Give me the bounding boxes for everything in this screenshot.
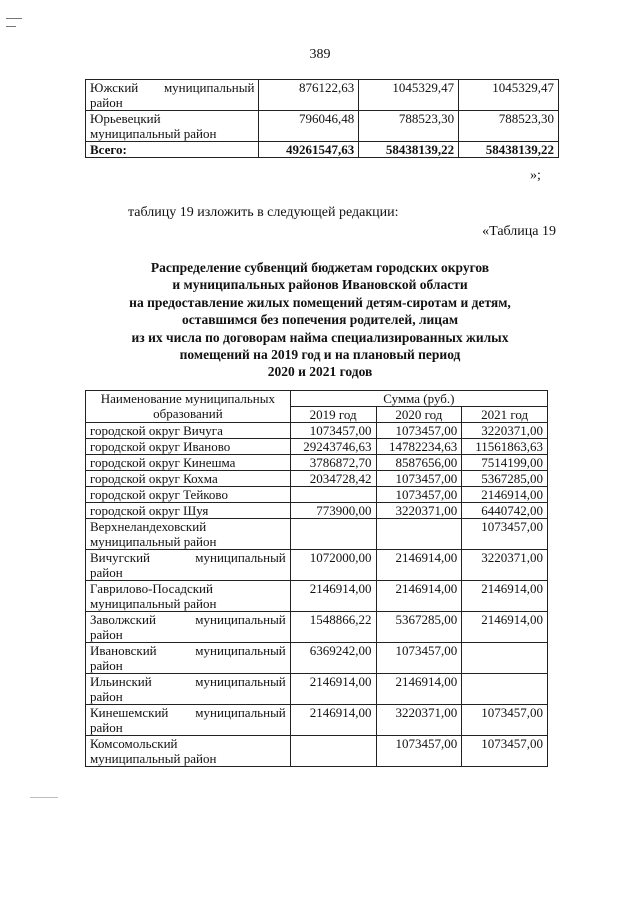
cell-v2019: 6369242,00 [290,643,376,674]
row-name-line: Вичугский муниципальный [90,550,286,565]
cell-v2020: 2146914,00 [376,550,462,581]
cell-v2019: 876122,63 [259,80,359,111]
cell-v2019: 1073457,00 [290,423,376,439]
row-name [86,612,291,643]
cell-v2020: 1073457,00 [376,736,462,767]
cell-v2020: 5367285,00 [376,612,462,643]
cell-v2021: 11561863,63 [462,439,548,455]
cell-v2019: 29243746,63 [290,439,376,455]
row-name [86,111,259,142]
table-row [86,674,548,705]
header-sum: Сумма (руб.) [290,391,547,407]
table-row [86,111,559,142]
cell-v2020: 1073457,00 [376,487,462,503]
cell-v2020: 8587656,00 [376,455,462,471]
row-name-line: муниципальный район [90,534,217,549]
cell-v2021: 788523,30 [459,111,559,142]
row-name [86,423,291,439]
table-title [90,259,550,381]
title-line: из их числа по договорам найма специализированных жилых [131,329,509,345]
cell-v2020: 788523,30 [359,111,459,142]
row-name-line: Кинешемский муниципальный [90,705,286,720]
title-line: и муниципальных районов Ивановской области [172,277,468,293]
cell-v2019 [290,736,376,767]
cell-v2019: 796046,48 [259,111,359,142]
cell-v2020: 1073457,00 [376,423,462,439]
cell-v2020 [376,519,462,550]
row-name-line: муниципальный район [90,596,217,611]
row-name-line: район [90,689,123,704]
continued-table-body [86,80,559,158]
table-row [86,581,548,612]
row-name [86,519,291,550]
cell-v2019: 3786872,70 [290,455,376,471]
header-year-2020: 2020 год [376,407,462,423]
cell-v2021: 3220371,00 [462,423,548,439]
header-year-2019: 2019 год [290,407,376,423]
cell-v2019: 2146914,00 [290,674,376,705]
table-row [86,643,548,674]
row-name-line: Гаврилово-Посадский [90,581,213,596]
cell-v2020: 14782234,63 [376,439,462,455]
row-name-line: муниципальный район [90,751,217,766]
table-row [86,736,548,767]
row-name [86,674,291,705]
cell-v2021: 1073457,00 [462,736,548,767]
row-name [86,439,291,455]
table-row [86,705,548,736]
cell-v2021: 1073457,00 [462,519,548,550]
cell-v2019: 2146914,00 [290,705,376,736]
title-line: Распределение субвенций бюджетам городских округов [150,260,490,275]
row-name-line: Ивановский муниципальный [90,643,286,658]
cell-v2021: 2146914,00 [462,612,548,643]
row-name [86,487,291,503]
subvention-table-header [86,391,548,423]
margin-mark-bottom [30,797,58,798]
table-row [86,550,548,581]
header-name: Наименование муниципальных образований [86,391,291,423]
row-name [86,455,291,471]
row-name-line: район [90,658,123,673]
cell-v2021 [462,643,548,674]
title-line: помещений на 2019 год и на плановый период [179,347,461,363]
table-label: «Таблица 19 [482,224,556,239]
cell-v2019: 1548866,22 [290,612,376,643]
margin-mark-top [6,18,22,19]
margin-mark-top-2 [6,26,16,27]
instruction-text: таблицу 19 изложить в следующей редакции: [128,205,399,220]
cell-v2021: 1073457,00 [462,705,548,736]
row-name [86,643,291,674]
row-name-line: Юрьевецкий [90,111,161,126]
cell-v2020: 1073457,00 [376,643,462,674]
row-name-line: район [90,95,123,110]
row-name-line: городской округ Кинешма [90,455,236,470]
row-name-line: район [90,627,123,642]
table-row [86,519,548,550]
title-line: оставшимся без попечения родителей, лицам [181,312,459,328]
table-row [86,439,548,455]
closing-quote: »; [530,168,541,183]
row-name [86,503,291,519]
row-name-line: городской округ Вичуга [90,423,223,438]
total-v2019: 49261547,63 [259,142,359,158]
row-name-line: городской округ Тейково [90,487,228,502]
cell-v2019: 2146914,00 [290,581,376,612]
cell-v2020: 2146914,00 [376,581,462,612]
row-name-line: городской округ Иваново [90,439,231,454]
row-name [86,471,291,487]
table-row [86,80,559,111]
table-row [86,455,548,471]
row-name [86,80,259,111]
table-row [86,471,548,487]
row-name [86,736,291,767]
row-name-line: район [90,565,123,580]
row-name-line: городской округ Шуя [90,503,209,518]
cell-v2020: 3220371,00 [376,705,462,736]
continued-table [85,79,559,158]
cell-v2019 [290,519,376,550]
cell-v2020: 1045329,47 [359,80,459,111]
header-year-2021: 2021 год [462,407,548,423]
row-name [86,581,291,612]
table-row [86,487,548,503]
cell-v2021: 7514199,00 [462,455,548,471]
row-name-line: городской округ Кохма [90,471,218,486]
table-row [86,423,548,439]
cell-v2019: 2034728,42 [290,471,376,487]
cell-v2020: 3220371,00 [376,503,462,519]
row-name-line: район [90,720,123,735]
table-row [86,612,548,643]
subvention-table-body [86,423,548,767]
cell-v2020: 2146914,00 [376,674,462,705]
title-line: на предоставление жилых помещений детям-сиротам и детям, [129,294,511,310]
cell-v2021: 3220371,00 [462,550,548,581]
table-row [86,503,548,519]
cell-v2019: 773900,00 [290,503,376,519]
row-name-line: Верхнеландеховский [90,519,207,534]
cell-v2021: 1045329,47 [459,80,559,111]
row-name-line: Комсомольский [90,736,178,751]
cell-v2021 [462,674,548,705]
cell-v2019 [290,487,376,503]
cell-v2021: 2146914,00 [462,487,548,503]
total-row [86,142,559,158]
total-label: Всего: [86,142,259,158]
cell-v2021: 5367285,00 [462,471,548,487]
row-name-line: муниципальный район [90,126,217,141]
page-number: 389 [309,47,331,62]
subvention-table [85,390,548,767]
cell-v2021: 6440742,00 [462,503,548,519]
total-v2020: 58438139,22 [359,142,459,158]
row-name-line: Ильинский муниципальный [90,674,286,689]
row-name [86,705,291,736]
row-name-line: Заволжский муниципальный [90,612,286,627]
row-name-line: Южский муниципальный [90,80,255,95]
title-line: 2020 и 2021 годов [267,364,373,380]
cell-v2019: 1072000,00 [290,550,376,581]
total-v2021: 58438139,22 [459,142,559,158]
cell-v2021: 2146914,00 [462,581,548,612]
row-name [86,550,291,581]
cell-v2020: 1073457,00 [376,471,462,487]
